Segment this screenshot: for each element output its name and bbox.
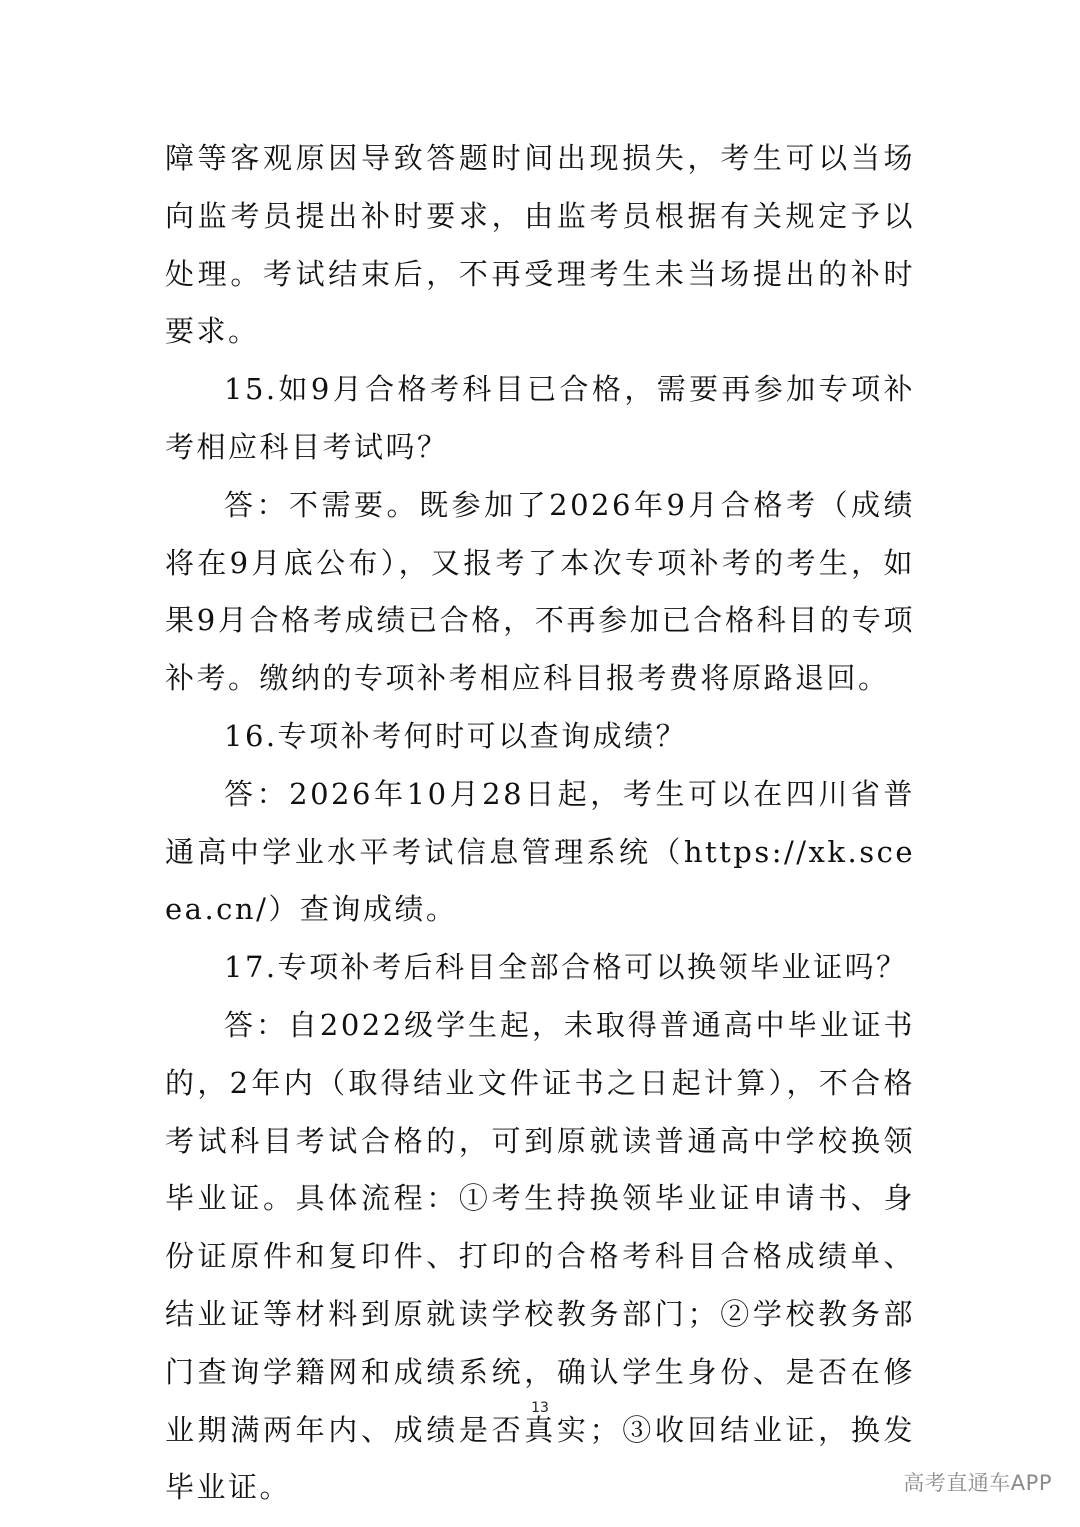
watermark: 高考直通车APP <box>903 1471 1052 1495</box>
question-16: 16.专项补考何时可以查询成绩？ <box>224 718 688 753</box>
answer-15: 答：不需要。既参加了2026年9月合格考（成绩将在9月底公布），又报考了本次专项补考的考生，如果9月合格考成绩已合格，不再参加已合格科目的专项补考。缴纳的专项补考相应科目报考费将原路退回。 <box>165 487 915 696</box>
answer-16: 答：2026年10月28日起，考生可以在四川省普通高中学业水平考试信息管理系统（https://xk.sceea.cn/）查询成绩。 <box>165 776 915 927</box>
answer-17: 答：自2022级学生起，未取得普通高中毕业证书的，2年内（取得结业文件证书之日起计算），不合格考试科目考试合格的，可到原就读普通高中学校换领毕业证。具体流程：①考生持换领毕业证申请书、身份证原件和复印件、打印的合格考科目合格成绩单、结业证等材料到原就读学校教务部门；②学校教务部门查询学籍网和成绩系统，确认学生身份、是否在修业期满两年内、成绩是否真实；③收回结业证，换发毕业证。 <box>165 1007 915 1505</box>
question-15: 15.如9月合格考科目已合格，需要再参加专项补考相应科目考试吗？ <box>165 372 915 464</box>
question-17: 17.专项补考后科目全部合格可以换领毕业证吗？ <box>224 950 908 985</box>
paragraph-continuation: 障等客观原因导致答题时间出现损失，考生可以当场向监考员提出补时要求，由监考员根据有关规定予以处理。考试结束后，不再受理考生未当场提出的补时要求。 <box>165 141 915 349</box>
document-body <box>165 130 915 1517</box>
page-number: 13 <box>531 1400 549 1416</box>
